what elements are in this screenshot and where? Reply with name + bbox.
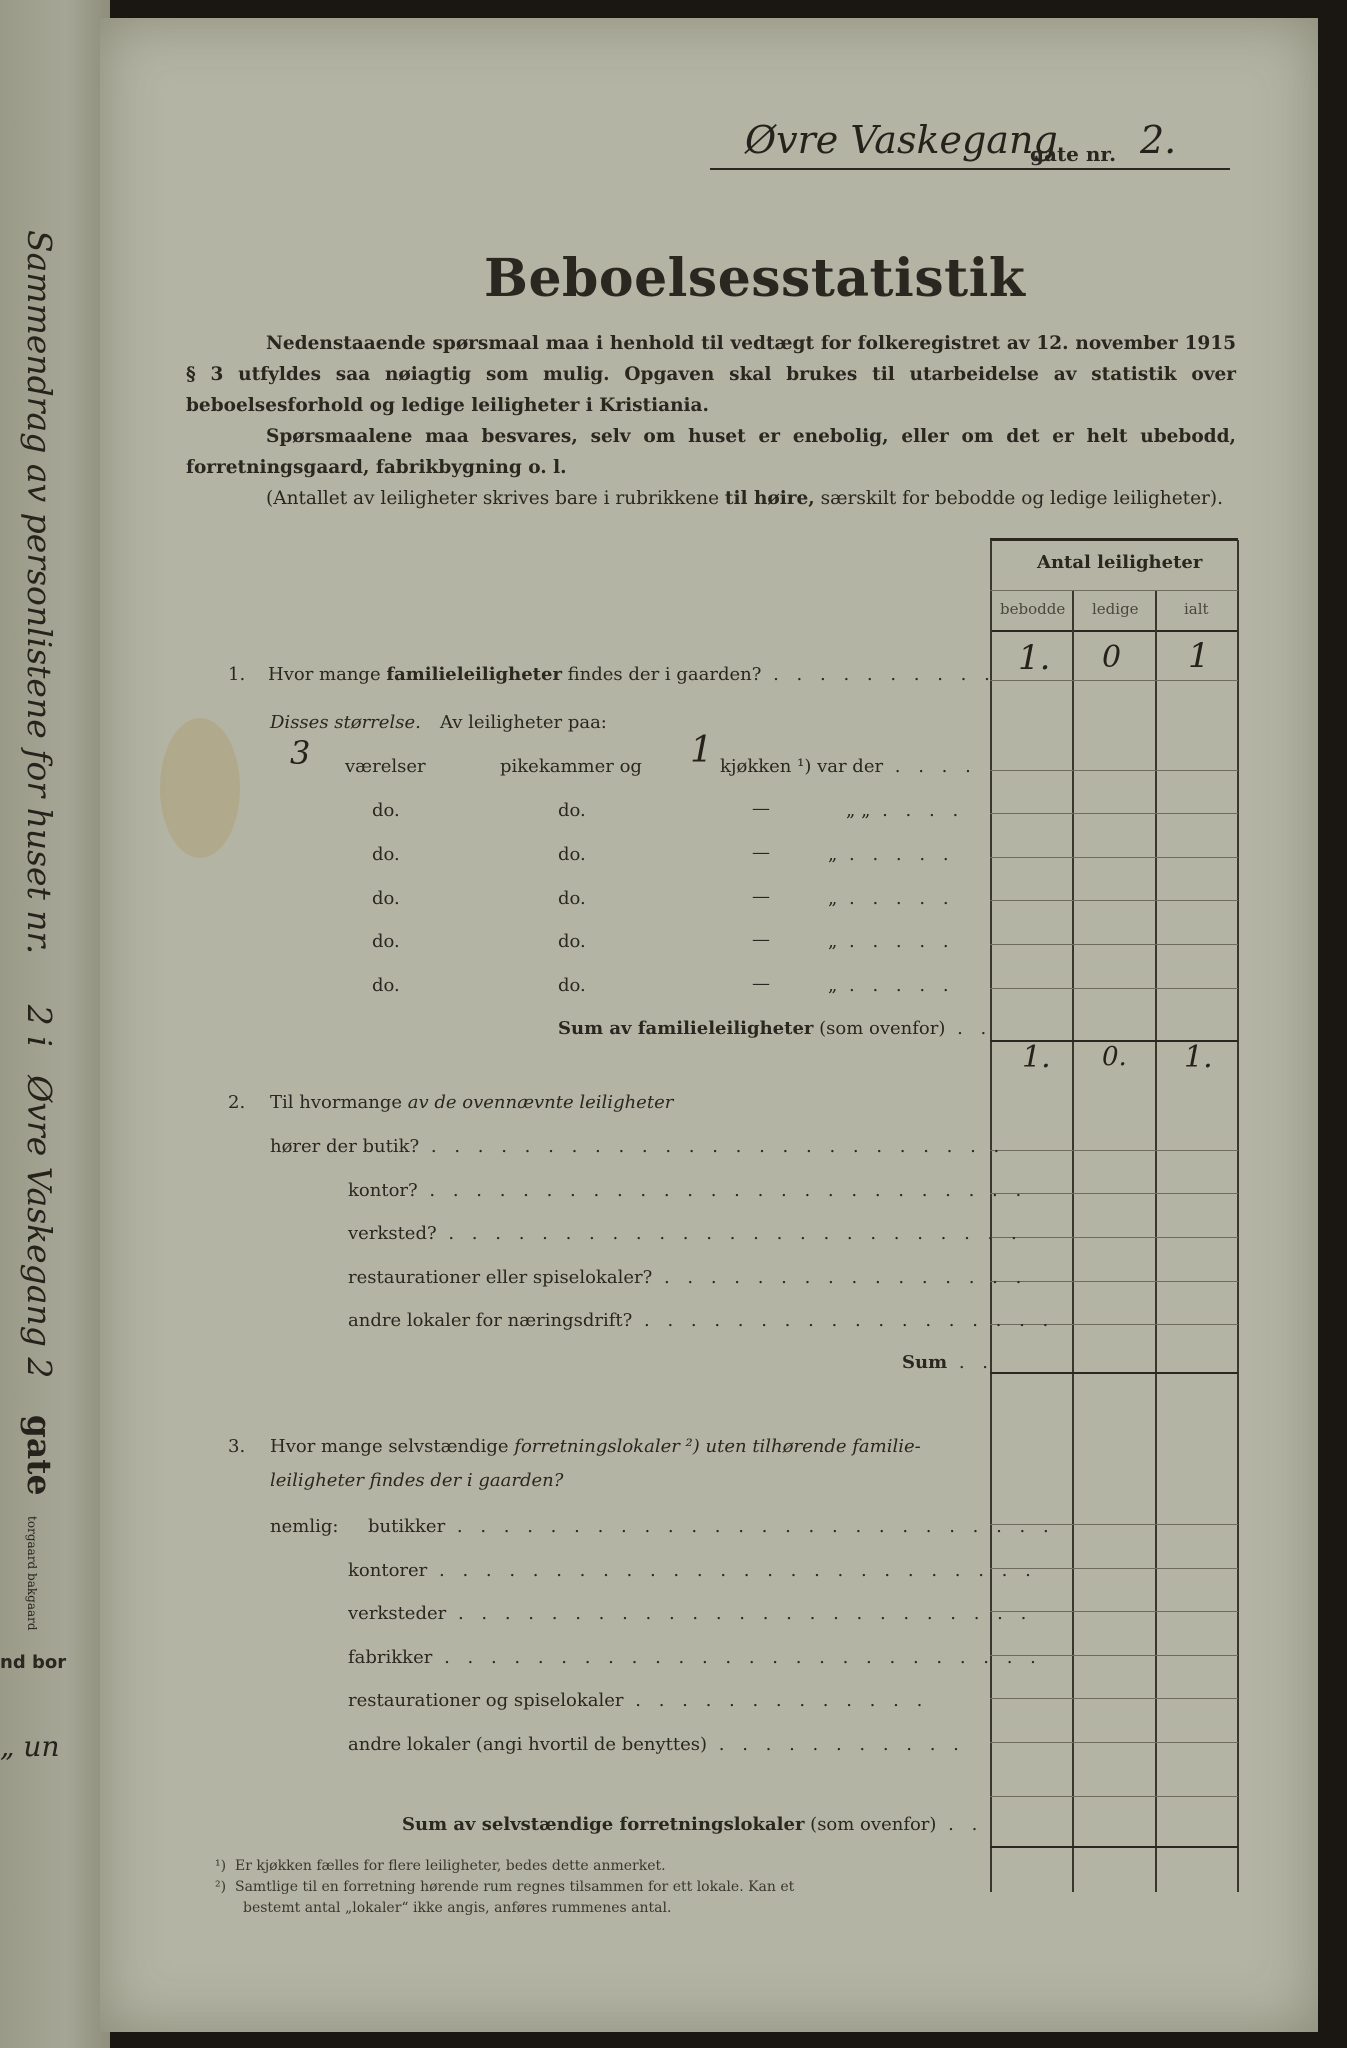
intro-p1: Nedenstaaende spørsmaal maa i henhold til vedtægt for folkeregistret av 12. november 1915 § 3 utfyldes saa nøiagtig som mulig. Opgaven skal brukes til utarbeidelse av statistik over beboelsesforhold og ledige leiligheter i Kristiania. bbox=[186, 333, 1236, 416]
s1-sum-a: Sum av familieleiligheter bbox=[558, 1018, 814, 1039]
s1-quote-5: „ . . . . . bbox=[828, 975, 955, 996]
footnote-1: ¹) Er kjøkken fælles for flere leiligheter, bedes dette anmerket. bbox=[215, 1858, 666, 1874]
s2-q-a: Til hvormange bbox=[270, 1092, 408, 1113]
s1-q-a: Hvor mange bbox=[268, 664, 387, 685]
s2-item-3: verksted? . . . . . . . . . . . . . . . . . . . . . . . . . bbox=[348, 1223, 1023, 1244]
s1-question: Hvor mange familieleiligheter findes der i gaarden? . . . . . . . . . . bbox=[268, 664, 996, 685]
s1-dash-3: — bbox=[752, 886, 770, 907]
street-underline bbox=[710, 168, 1230, 170]
s3-sum: Sum av selvstændige forretningslokaler (som ovenfor) . . bbox=[402, 1814, 984, 1835]
s2-q-b: av de ovennævnte leiligheter bbox=[407, 1092, 674, 1113]
intro-p3 bbox=[186, 483, 1236, 514]
s1-sum-ialt: 1. bbox=[1184, 1040, 1213, 1075]
s1-quote-3: „ . . . . . bbox=[828, 888, 955, 909]
col-ledige: ledige bbox=[1092, 600, 1139, 618]
s1-quote-2: „ . . . . . bbox=[828, 844, 955, 865]
s1-ans-ialt: 1 bbox=[1188, 636, 1210, 676]
s1-do-3a: do. bbox=[372, 888, 400, 909]
s1-do-2b: do. bbox=[558, 844, 586, 865]
footnote-2: ²) Samtlige til en forretning hørende rum regnes tilsammen for ett lokale. Kan et bbox=[215, 1879, 795, 1895]
s1-sum-bebodde: 1. bbox=[1022, 1040, 1051, 1075]
s1-sizes-label: Disses størrelse. bbox=[270, 712, 421, 733]
s2-item-2: kontor? . . . . . . . . . . . . . . . . . . . . . . . . . . bbox=[348, 1180, 1028, 1201]
s1-do-1b: do. bbox=[558, 800, 586, 821]
s2-question bbox=[270, 1092, 673, 1113]
side-bottom-label: nd bor bbox=[0, 1652, 67, 1673]
s1-do-2a: do. bbox=[372, 844, 400, 865]
s2-num: 2. bbox=[228, 1092, 246, 1113]
side-gate: gate bbox=[20, 1414, 59, 1496]
s1-ans-ledige: 0 bbox=[1102, 640, 1122, 675]
s1-rooms-hand: 3 bbox=[290, 734, 311, 772]
s3-item-2: kontorer . . . . . . . . . . . . . . . . . . . . . . . . . . bbox=[348, 1560, 1037, 1581]
s1-sum-ledige: 0. bbox=[1102, 1042, 1127, 1072]
s3-sum-b: (som ovenfor) bbox=[804, 1814, 937, 1835]
s3-item-3: verksteder . . . . . . . . . . . . . . . . . . . . . . . . . bbox=[348, 1603, 1033, 1624]
intro-p2: Spørsmaalene maa besvares, selv om huset er enebolig, eller om det er helt ubebodd, forretningsgaard, fabrikbygning o. l. bbox=[186, 426, 1236, 478]
s3-item-6: andre lokaler (angi hvortil de benyttes) . . . . . . . . . . . bbox=[348, 1734, 965, 1755]
table-title: Antal leiligheter bbox=[1037, 552, 1203, 573]
s1-dash-4: — bbox=[752, 929, 770, 950]
s1-do-3b: do. bbox=[558, 888, 586, 909]
s2-item-4: restaurationer eller spiselokaler? . . . . . . . . . . . . . . . . bbox=[348, 1267, 1028, 1288]
s1-dash-2: — bbox=[752, 842, 770, 863]
intro-p3-c: særskilt for bebodde og ledige leiligheter). bbox=[814, 488, 1223, 509]
stain bbox=[160, 718, 240, 858]
side-text bbox=[20, 230, 59, 1631]
s3-item-4: fabrikker . . . . . . . . . . . . . . . . . . . . . . . . . . bbox=[348, 1647, 1042, 1668]
s1-sum-b: (som ovenfor) bbox=[813, 1018, 946, 1039]
s1-pikekammer: pikekammer og bbox=[500, 756, 642, 777]
s3-q-b: forretningslokaler ²) uten tilhørende familie- bbox=[514, 1436, 921, 1457]
s1-ans-bebodde: 1. bbox=[1018, 638, 1051, 678]
footnote-2b: bestemt antal „lokaler“ ikke angis, anføres rummenes antal. bbox=[243, 1900, 672, 1916]
s1-do-5a: do. bbox=[372, 975, 400, 996]
s1-dash-1: — bbox=[752, 798, 770, 819]
s1-do-1a: do. bbox=[372, 800, 400, 821]
col-ialt: ialt bbox=[1184, 600, 1209, 618]
s3-q-a: Hvor mange selvstændige bbox=[270, 1436, 515, 1457]
s1-kjokken-hand: 1 bbox=[690, 730, 713, 771]
intro bbox=[186, 328, 1236, 514]
s1-quote-1: „ „ . . . . bbox=[846, 800, 965, 821]
street-handwritten: Øvre Vaskegang bbox=[745, 118, 1058, 162]
s1-kjokken-label: kjøkken ¹) var der bbox=[720, 756, 884, 777]
s3-nemlig: nemlig: bbox=[270, 1516, 339, 1537]
s3-item-1: butikker . . . . . . . . . . . . . . . . . . . . . . . . . . bbox=[368, 1516, 1055, 1537]
s1-quote-4: „ . . . . . bbox=[828, 931, 955, 952]
intro-p3-b: til høire, bbox=[724, 488, 815, 509]
s1-sizes-sub: Av leiligheter paa: bbox=[440, 712, 607, 733]
side-hand-street: Øvre Vaskegang 2 bbox=[20, 1075, 59, 1379]
s3-sum-a: Sum av selvstændige forretningslokaler bbox=[402, 1814, 805, 1835]
s1-vaerelser: værelser bbox=[345, 756, 426, 777]
side-bottom-hand: „ un bbox=[0, 1730, 60, 1763]
s3-question-2: leiligheter findes der i gaarden? bbox=[270, 1470, 564, 1491]
gate-label: gate nr. bbox=[1030, 142, 1117, 166]
s1-sum: Sum av familieleiligheter (som ovenfor) . . bbox=[558, 1018, 993, 1039]
footnotes bbox=[215, 1856, 794, 1919]
intro-p3-a: (Antallet av leiligheter skrives bare i rubrikkene bbox=[266, 488, 725, 509]
s1-dash-5: — bbox=[752, 973, 770, 994]
nr-handwritten: 2. bbox=[1140, 118, 1177, 162]
side-hand-nr: 2 i bbox=[20, 1004, 59, 1047]
s1-kjokken-row: kjøkken ¹) var der . . . . bbox=[720, 756, 977, 777]
s3-item-5: restaurationer og spiselokaler . . . . . . . . . . . . . bbox=[348, 1690, 929, 1711]
s1-do-5b: do. bbox=[558, 975, 586, 996]
s2-sum: Sum . . bbox=[902, 1352, 995, 1373]
s3-question bbox=[270, 1436, 921, 1457]
s1-num: 1. bbox=[228, 664, 246, 685]
side-gate-sub: torgaard bakgaard bbox=[25, 1516, 39, 1631]
s1-q-c: findes der i gaarden? bbox=[561, 664, 762, 685]
s1-do-4a: do. bbox=[372, 931, 400, 952]
side-label: Sammendrag av personlistene for huset nr. bbox=[20, 230, 59, 955]
s2-item-5: andre lokaler for næringsdrift? . . . . . . . . . . . . . . . . . . bbox=[348, 1310, 1055, 1331]
col-bebodde: bebodde bbox=[1000, 600, 1066, 618]
s1-do-4b: do. bbox=[558, 931, 586, 952]
s3-num: 3. bbox=[228, 1436, 246, 1457]
s2-item-1: hører der butik? . . . . . . . . . . . . . . . . . . . . . . . . . bbox=[270, 1136, 1006, 1157]
s1-q-b: familieleiligheter bbox=[386, 664, 562, 685]
page-title: Beboelsesstatistik bbox=[484, 248, 1026, 309]
